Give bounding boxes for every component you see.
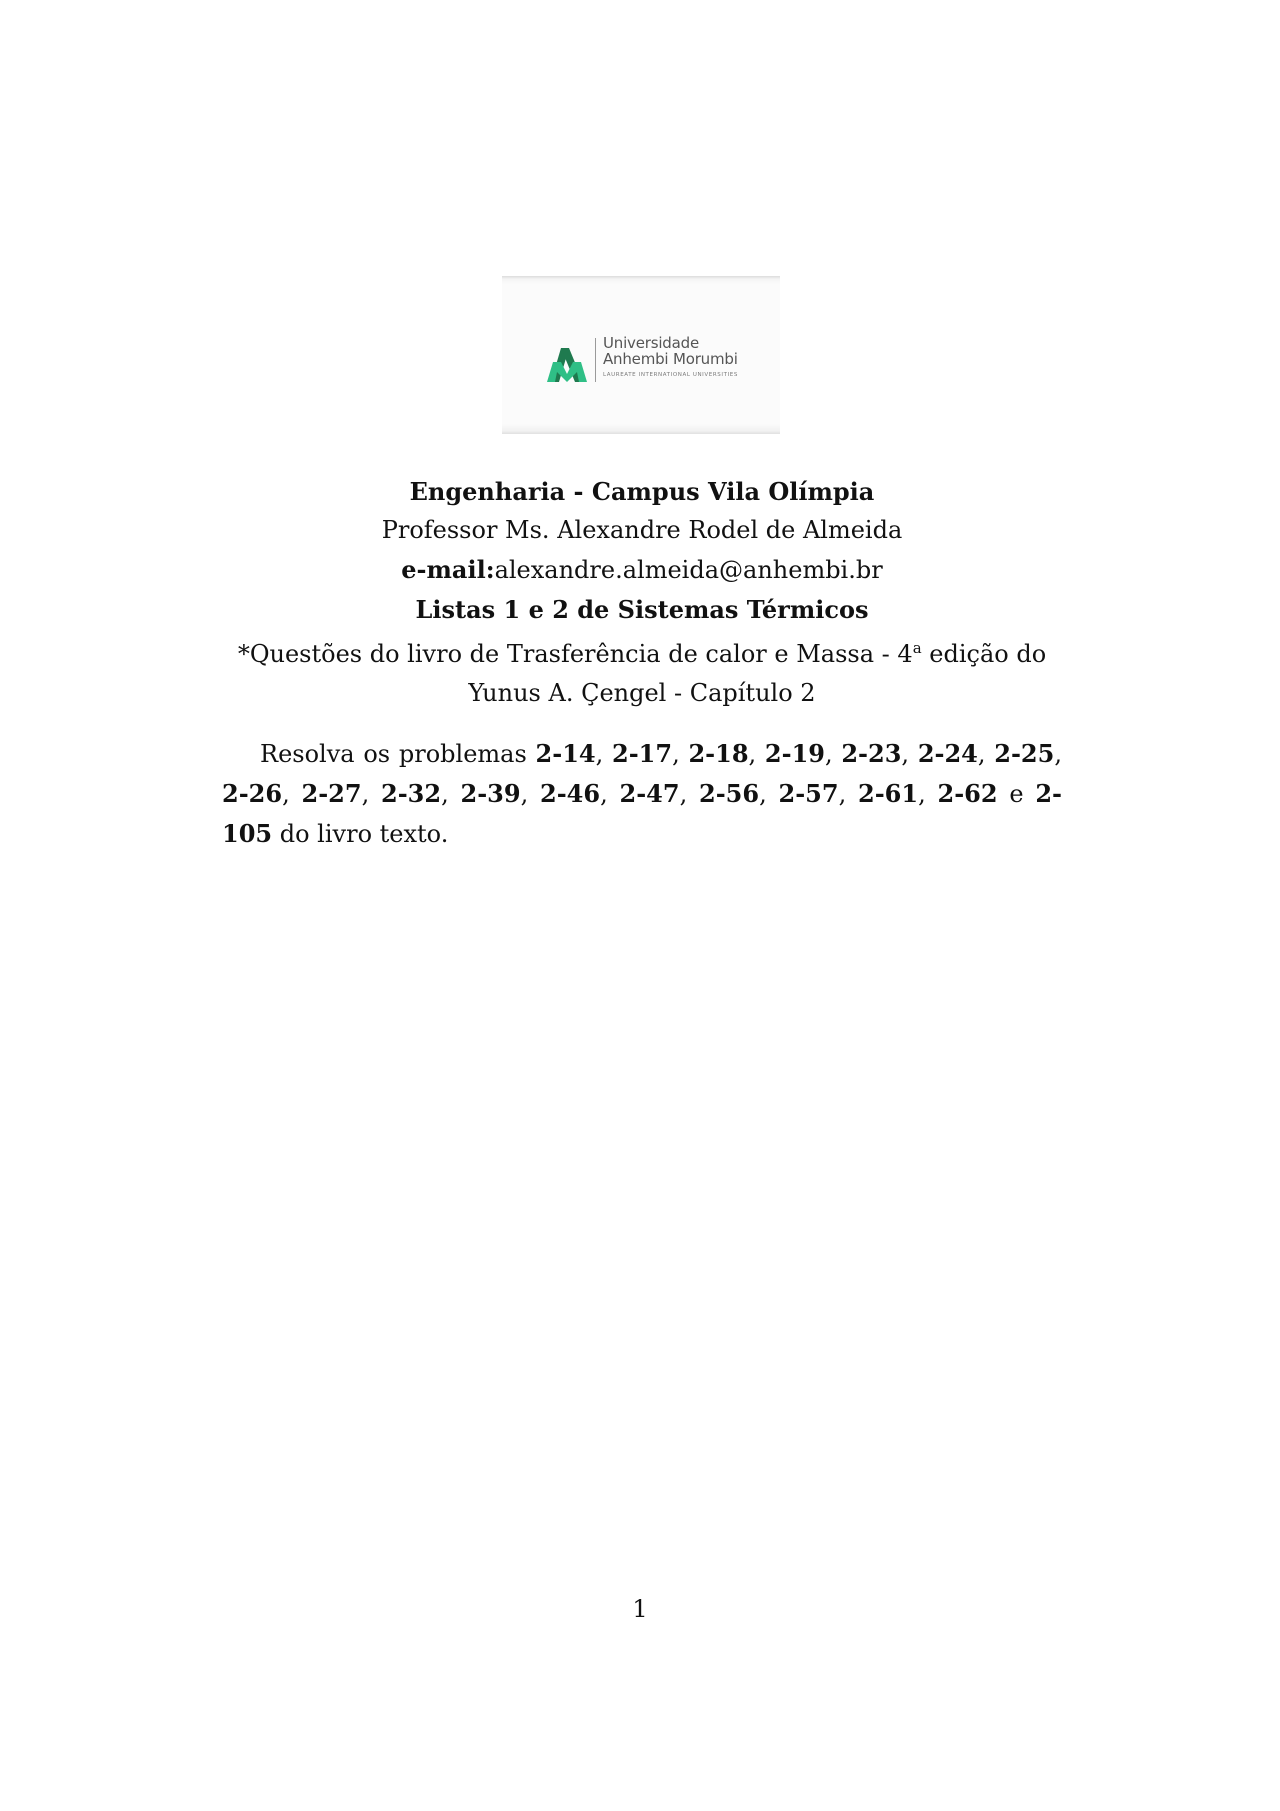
list-title: Listas 1 e 2 de Sistemas Térmicos xyxy=(415,595,869,624)
problem-separator: , xyxy=(520,780,540,808)
university-logo xyxy=(502,276,780,434)
problem-number: 2-47 xyxy=(619,779,680,808)
problem-number: 2-18 xyxy=(688,739,749,768)
problem-separator: , xyxy=(595,740,612,768)
campus-title: Engenharia - Campus Vila Olímpia xyxy=(409,477,875,506)
source-note-superscript: a xyxy=(912,639,922,657)
problems-intro: Resolva os problemas xyxy=(260,740,536,768)
problem-number: 2-19 xyxy=(764,739,825,768)
problem-number: 2-14 xyxy=(535,739,596,768)
problems-outro: do livro texto. xyxy=(272,820,449,848)
problem-number-last: 2-105 xyxy=(222,779,1063,848)
problem-number: 2-23 xyxy=(841,739,902,768)
problem-separator: , xyxy=(672,740,689,768)
problem-number: 2-24 xyxy=(917,739,978,768)
problem-separator: , xyxy=(759,780,779,808)
problem-separator: , xyxy=(282,780,302,808)
source-note xyxy=(222,629,1062,713)
problem-separator: , xyxy=(361,780,381,808)
email-label: e-mail: xyxy=(401,555,495,584)
email-line xyxy=(222,550,1062,590)
problem-number: 2-56 xyxy=(699,779,760,808)
problem-separator: , xyxy=(977,740,995,768)
logo-laureate-tagline: LAUREATE INTERNATIONAL UNIVERSITIES xyxy=(603,372,738,378)
logo-text xyxy=(603,335,738,378)
professor-name: Professor Ms. Alexandre Rodel de Almeida xyxy=(381,516,903,544)
problem-number: 2-39 xyxy=(460,779,521,808)
problem-number: 2-61 xyxy=(858,779,919,808)
problem-separator: , xyxy=(748,740,765,768)
problem-number: 2-46 xyxy=(540,779,601,808)
problem-separator: , xyxy=(1054,740,1062,768)
source-note-part2: edição do Yunus A. Çengel - Capítulo 2 xyxy=(468,640,1047,707)
problem-number: 2-17 xyxy=(612,739,673,768)
problem-number: 2-62 xyxy=(937,779,998,808)
problem-number: 2-32 xyxy=(381,779,442,808)
anhembi-morumbi-logo-icon xyxy=(547,338,587,382)
problem-number: 2-57 xyxy=(778,779,839,808)
problem-number: 2-27 xyxy=(301,779,362,808)
document-header xyxy=(222,472,1062,713)
problem-separator: , xyxy=(918,780,938,808)
problems-conjunction: e xyxy=(997,780,1036,808)
problem-separator: , xyxy=(901,740,918,768)
problem-separator: , xyxy=(600,780,620,808)
email-value: alexandre.almeida@anhembi.br xyxy=(494,556,883,584)
problem-separator: , xyxy=(679,780,699,808)
problem-separator: , xyxy=(441,780,461,808)
problem-number: 2-25 xyxy=(994,739,1055,768)
source-note-part1: *Questões do livro de Trasferência de calor e Massa - 4 xyxy=(237,640,913,668)
logo-divider xyxy=(595,338,596,382)
page-number: 1 xyxy=(632,1595,648,1623)
problem-separator: , xyxy=(838,780,858,808)
logo-university-word: Universidade xyxy=(603,334,699,352)
problems-paragraph xyxy=(222,734,1062,854)
problem-number: 2-26 xyxy=(222,779,283,808)
logo-university-name: Anhembi Morumbi xyxy=(603,350,738,368)
problem-separator: , xyxy=(824,740,842,768)
